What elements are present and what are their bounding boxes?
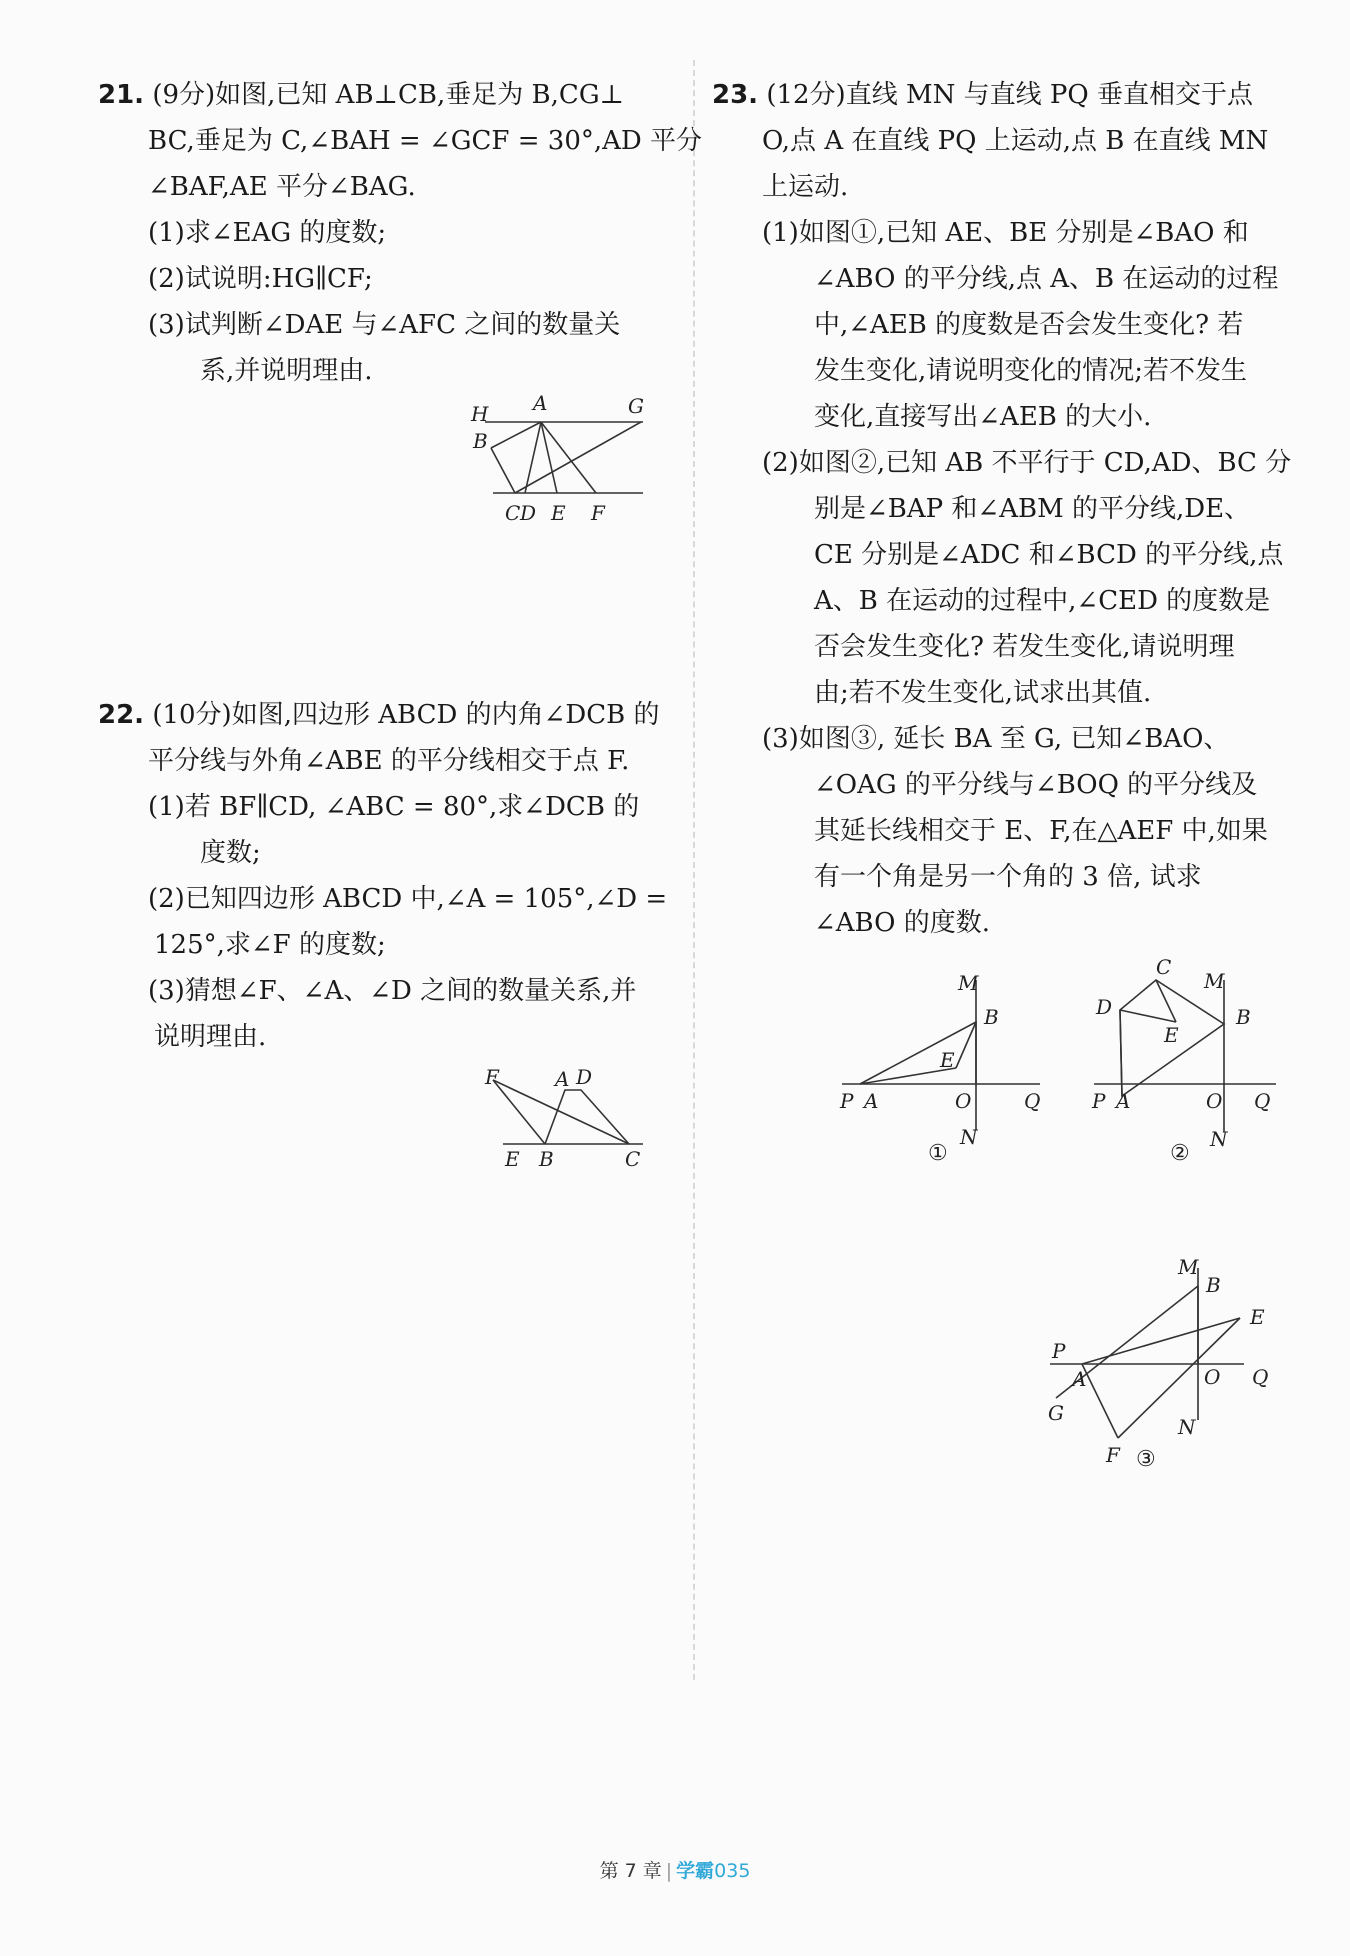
- label-b: B: [1206, 1273, 1221, 1297]
- label-m: M: [958, 971, 979, 995]
- label-a: A: [1116, 1089, 1131, 1113]
- label-c: C: [625, 1147, 641, 1171]
- label-f: F: [485, 1065, 499, 1089]
- segment-de: [1120, 1010, 1176, 1022]
- label-a: A: [864, 1089, 879, 1113]
- caption-3: ③: [1136, 1447, 1156, 1472]
- footer-chapter: 第 7 章: [599, 1860, 662, 1882]
- problem-22: [98, 692, 667, 1060]
- problem-22-line-2: 平分线与外角∠ABE 的平分线相交于点 F.: [148, 746, 630, 776]
- label-f: F: [1106, 1443, 1120, 1467]
- problem-23-part-2-line-3: CE 分别是∠ADC 和∠BCD 的平分线,点: [814, 540, 1284, 570]
- label-q: Q: [1024, 1089, 1041, 1113]
- label-n: N: [1178, 1415, 1196, 1439]
- problem-22-diagram: [483, 1065, 663, 1182]
- caption-2: ②: [1170, 1141, 1190, 1166]
- label-b: B: [984, 1005, 999, 1029]
- problem-21: [98, 72, 703, 394]
- label-a: A: [1072, 1367, 1087, 1391]
- label-d: D: [520, 501, 537, 525]
- problem-23-figure-2: [1092, 955, 1282, 1166]
- problem-21-part-2: (2)试说明:HG∥CF;: [148, 264, 373, 294]
- segment-da: [1120, 1010, 1122, 1096]
- label-e: E: [1164, 1023, 1179, 1047]
- problem-21-line-2: BC,垂足为 C,∠BAH = ∠GCF = 30°,AD 平分: [148, 126, 703, 156]
- label-o: O: [1206, 1089, 1223, 1113]
- label-b: B: [539, 1147, 554, 1171]
- problem-23-part-1-line-4: 发生变化,请说明变化的情况;若不发生: [814, 356, 1248, 386]
- label-q: Q: [1252, 1365, 1269, 1389]
- problem-21-figure: [463, 391, 673, 532]
- problem-23-part-1-line-5: 变化,直接写出∠AEB 的大小.: [814, 402, 1152, 432]
- label-o: O: [955, 1089, 972, 1113]
- segment-ab: [491, 422, 541, 448]
- label-m: M: [1204, 969, 1225, 993]
- label-c: C: [1156, 955, 1172, 979]
- problem-22-part-2: (2)已知四边形 ABCD 中,∠A = 105°,∠D =: [148, 884, 668, 914]
- problem-22-part-3: (3)猜想∠F、∠A、∠D 之间的数量关系,并: [148, 976, 637, 1006]
- figure-2-diagram: [1092, 955, 1282, 1166]
- label-n: N: [960, 1125, 978, 1149]
- label-d: D: [576, 1065, 593, 1089]
- label-c: C: [505, 501, 521, 525]
- problem-23-part-2-line-2: 别是∠BAP 和∠ABM 的平分线,DE、: [814, 494, 1251, 524]
- label-p: P: [840, 1089, 854, 1113]
- problem-22-part-1: (1)若 BF∥CD, ∠ABC = 80°,求∠DCB 的: [148, 792, 640, 822]
- problem-23-part-3-line-5: ∠ABO 的度数.: [814, 908, 990, 938]
- segment-af: [1082, 1364, 1118, 1438]
- problem-23: [712, 72, 1297, 946]
- problem-23-part-2-line-6: 由;若不发生变化,试求出其值.: [814, 678, 1152, 708]
- problem-23-part-1-line-1: (1)如图①,已知 AE、BE 分别是∠BAO 和: [762, 218, 1249, 248]
- problem-21-part-3: (3)试判断∠DAE 与∠AFC 之间的数量关: [148, 310, 621, 340]
- left-column: [98, 72, 703, 1171]
- problem-23-line-2: O,点 A 在直线 PQ 上运动,点 B 在直线 MN: [762, 126, 1269, 156]
- problem-21-part-3-cont: 系,并说明理由.: [200, 356, 373, 386]
- label-a: A: [533, 391, 548, 415]
- label-e: E: [1250, 1305, 1265, 1329]
- figure-3-diagram: [1042, 1252, 1282, 1472]
- problem-23-part-1-line-2: ∠ABO 的平分线,点 A、B 在运动的过程: [814, 264, 1279, 294]
- label-e: E: [505, 1147, 520, 1171]
- problem-21-part-1: (1)求∠EAG 的度数;: [148, 218, 387, 248]
- problem-23-figure-3: [1042, 1252, 1282, 1472]
- problem-22-line-1: 22. (10分)如图,四边形 ABCD 的内角∠DCB 的: [98, 700, 660, 730]
- figure-1-diagram: [840, 960, 1050, 1166]
- footer-page-number: 035: [714, 1860, 751, 1882]
- column-divider: [693, 60, 695, 1680]
- problem-22-part-3-cont: 说明理由.: [154, 1022, 267, 1052]
- problem-23-part-1-line-3: 中,∠AEB 的度数是否会发生变化? 若: [814, 310, 1244, 340]
- right-column: [712, 72, 1297, 1472]
- label-h: H: [471, 402, 489, 426]
- segment-fb: [493, 1080, 545, 1144]
- label-e: E: [940, 1048, 955, 1072]
- footer-separator: |: [665, 1860, 673, 1882]
- problem-21-number: 21.: [98, 80, 145, 110]
- segment-cg: [515, 422, 641, 493]
- segment-bc: [491, 448, 515, 493]
- label-m: M: [1178, 1255, 1199, 1279]
- problem-23-part-3-line-1: (3)如图③, 延长 BA 至 G, 已知∠BAO、: [762, 724, 1230, 754]
- problem-21-line-1: 21. (9分)如图,已知 AB⊥CB,垂足为 B,CG⊥: [98, 80, 625, 110]
- problem-23-line-3: 上运动.: [762, 172, 849, 202]
- problem-22-number: 22.: [98, 700, 145, 730]
- label-n: N: [1210, 1127, 1228, 1151]
- problem-23-part-3-line-4: 有一个角是另一个角的 3 倍, 试求: [814, 862, 1202, 892]
- label-g: G: [1048, 1401, 1064, 1425]
- quadrilateral-abdc: [545, 1090, 629, 1144]
- problem-23-number: 23.: [712, 80, 759, 110]
- label-b: B: [1236, 1005, 1251, 1029]
- label-q: Q: [1254, 1089, 1271, 1113]
- problem-23-part-3-line-2: ∠OAG 的平分线与∠BOQ 的平分线及: [814, 770, 1258, 800]
- page-footer: [0, 1856, 1350, 1883]
- caption-1: ①: [928, 1141, 948, 1166]
- problem-23-part-2-line-4: A、B 在运动的过程中,∠CED 的度数是: [814, 586, 1271, 616]
- problem-22-part-2-cont: 125°,求∠F 的度数;: [154, 930, 386, 960]
- label-a: A: [555, 1067, 570, 1091]
- problem-22-part-1-cont: 度数;: [200, 838, 261, 868]
- label-d: D: [1096, 995, 1113, 1019]
- label-p: P: [1052, 1339, 1066, 1363]
- problem-23-part-2-line-1: (2)如图②,已知 AB 不平行于 CD,AD、BC 分: [762, 448, 1292, 478]
- label-e: E: [551, 501, 566, 525]
- problem-22-figure: [483, 1065, 663, 1182]
- problem-21-diagram: [463, 391, 673, 532]
- label-o: O: [1204, 1365, 1221, 1389]
- segment-be: [956, 1022, 976, 1068]
- problem-21-line-3: ∠BAF,AE 平分∠BAG.: [148, 172, 416, 202]
- label-b: B: [473, 429, 488, 453]
- problem-23-part-2-line-5: 否会发生变化? 若发生变化,请说明理: [814, 632, 1235, 662]
- label-f: F: [591, 501, 605, 525]
- problem-23-line-1: 23. (12分)直线 MN 与直线 PQ 垂直相交于点: [712, 80, 1253, 110]
- problem-23-part-3-line-3: 其延长线相交于 E、F,在△AEF 中,如果: [814, 816, 1268, 846]
- label-g: G: [628, 394, 644, 418]
- label-p: P: [1092, 1089, 1106, 1113]
- footer-brand: 学霸: [676, 1860, 715, 1882]
- problem-23-figure-1: [840, 960, 1050, 1166]
